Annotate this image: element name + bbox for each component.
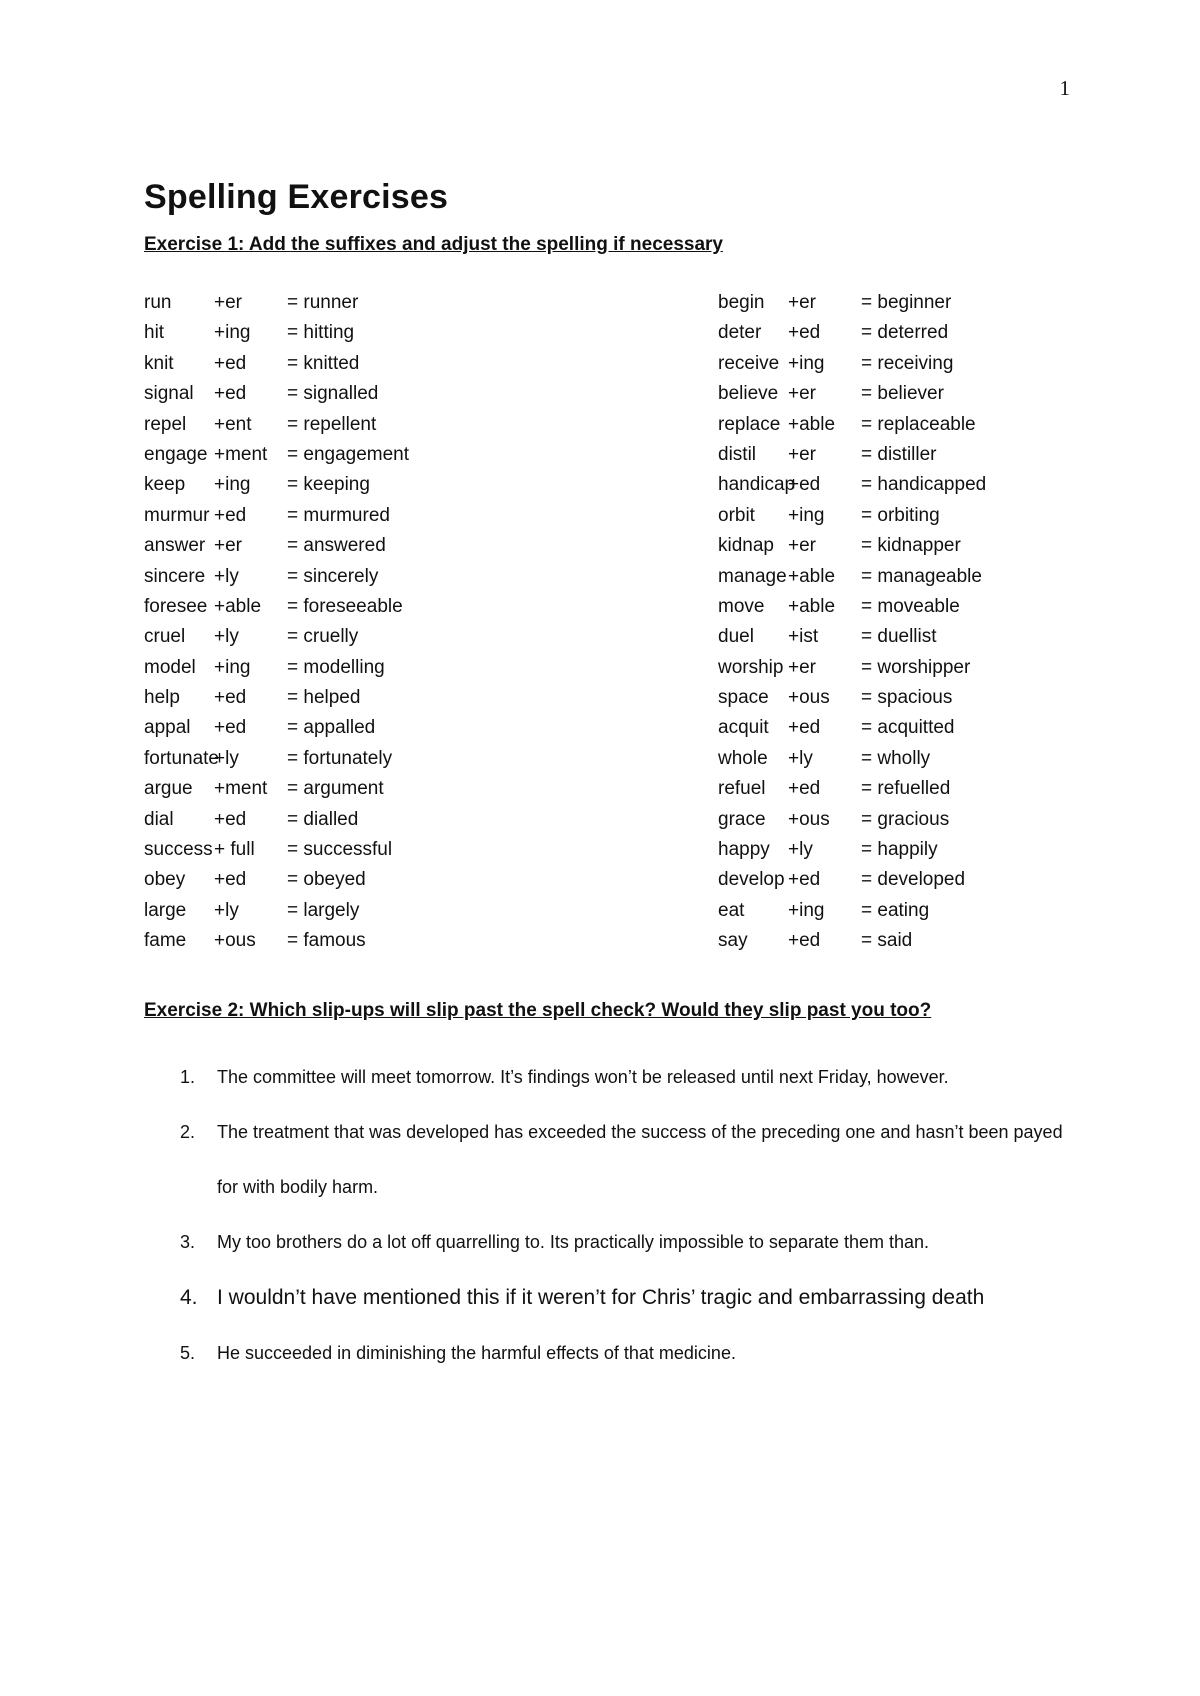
word-result: = happily xyxy=(861,839,938,861)
word-base: foresee xyxy=(144,595,208,617)
word-base: signal xyxy=(144,383,194,405)
exercise-1-right-column xyxy=(718,288,1200,957)
word-suffix: +able xyxy=(788,595,836,617)
word-base: fortunate xyxy=(144,747,219,769)
word-base: say xyxy=(718,930,748,952)
word-result: = refuelled xyxy=(861,778,951,800)
word-base: keep xyxy=(144,474,186,496)
word-suffix: +ous xyxy=(788,808,830,830)
word-suffix: +ly xyxy=(788,839,813,861)
word-row xyxy=(144,865,704,895)
word-suffix: +ed xyxy=(214,687,247,709)
word-result: = handicapped xyxy=(861,474,987,496)
word-suffix: +ment xyxy=(214,443,268,465)
word-result: = deterred xyxy=(861,322,949,344)
word-result: = orbiting xyxy=(861,504,940,526)
word-suffix: +ing xyxy=(214,322,251,344)
word-row xyxy=(718,683,1200,713)
word-row xyxy=(144,774,704,804)
word-result: = answered xyxy=(287,535,386,557)
word-row xyxy=(144,926,704,956)
word-row xyxy=(718,653,1200,683)
word-base: begin xyxy=(718,292,765,313)
word-suffix: +ing xyxy=(788,504,825,526)
word-suffix: +ous xyxy=(214,930,256,952)
word-suffix: +ed xyxy=(214,504,247,526)
word-suffix: +ly xyxy=(788,747,813,769)
word-base: eat xyxy=(718,899,745,921)
sentence-number: 3. xyxy=(180,1232,196,1252)
word-base: argue xyxy=(144,778,193,800)
word-base: grace xyxy=(718,808,766,830)
word-result: = eating xyxy=(861,899,930,921)
word-base: obey xyxy=(144,869,186,891)
word-suffix: +ed xyxy=(214,808,247,830)
word-suffix: +er xyxy=(788,656,816,678)
word-base: happy xyxy=(718,839,770,861)
word-suffix: +ed xyxy=(788,322,821,344)
word-result: = argument xyxy=(287,778,384,800)
sentence-number: 1. xyxy=(180,1067,196,1087)
word-row xyxy=(718,379,1200,409)
word-row xyxy=(144,622,704,652)
word-base: acquit xyxy=(718,717,769,739)
word-row xyxy=(718,622,1200,652)
word-result: = runner xyxy=(287,292,359,313)
word-suffix: +ed xyxy=(788,778,821,800)
word-result: = acquitted xyxy=(861,717,955,739)
word-base: distil xyxy=(718,443,757,465)
word-row xyxy=(718,318,1200,348)
sentence-text: The treatment that was developed has exceeded the success of the preceding one and hasn’t been payed for with bodily harm. xyxy=(217,1122,1063,1197)
word-row xyxy=(144,470,704,500)
page-number: 1 xyxy=(1059,76,1070,100)
word-row xyxy=(718,288,1200,318)
word-base: success xyxy=(144,839,213,861)
sentence-item xyxy=(144,1105,1064,1215)
exercise-1-left-column xyxy=(144,288,704,957)
word-suffix: +ly xyxy=(214,626,239,648)
word-result: = appalled xyxy=(287,717,376,739)
word-suffix: +ed xyxy=(788,474,821,496)
word-result: = fortunately xyxy=(287,747,393,769)
word-base: replace xyxy=(718,413,781,435)
word-result: = successful xyxy=(287,839,393,861)
word-row xyxy=(144,592,704,622)
word-row xyxy=(144,318,704,348)
word-base: fame xyxy=(144,930,187,952)
sentence-item xyxy=(144,1215,1064,1270)
word-row xyxy=(144,713,704,743)
word-result: = foreseeable xyxy=(287,595,403,617)
word-suffix: +er xyxy=(788,443,816,465)
word-row xyxy=(144,805,704,835)
word-result: = gracious xyxy=(861,808,950,830)
word-suffix: +ing xyxy=(788,352,825,374)
word-result: = developed xyxy=(861,869,966,891)
sentence-number: 2. xyxy=(180,1122,196,1142)
sentence-text: He succeeded in diminishing the harmful effects of that medicine. xyxy=(217,1343,736,1363)
word-row xyxy=(144,744,704,774)
word-suffix: +ly xyxy=(214,565,239,587)
word-row xyxy=(718,349,1200,379)
sentence-item xyxy=(144,1050,1064,1105)
document-title: Spelling Exercises xyxy=(144,178,449,216)
sentence-text: My too brothers do a lot off quarrelling to. Its practically impossible to separate them than. xyxy=(217,1232,930,1252)
word-result: = helped xyxy=(287,687,361,709)
word-base: model xyxy=(144,656,196,678)
word-row xyxy=(718,440,1200,470)
word-result: = kidnapper xyxy=(861,535,961,557)
word-base: help xyxy=(144,687,180,709)
word-suffix: +ed xyxy=(788,930,821,952)
word-suffix: +ed xyxy=(214,352,247,374)
word-base: handicap xyxy=(718,474,796,496)
word-row xyxy=(718,592,1200,622)
word-base: hit xyxy=(144,322,165,344)
word-row xyxy=(718,896,1200,926)
word-base: space xyxy=(718,687,769,709)
word-suffix: +ly xyxy=(214,899,239,921)
word-base: murmur xyxy=(144,504,210,526)
sentence-item xyxy=(144,1326,1064,1381)
word-suffix: +ing xyxy=(788,899,825,921)
word-row xyxy=(718,835,1200,865)
word-suffix: +ment xyxy=(214,778,268,800)
word-suffix: +able xyxy=(788,565,836,587)
word-row xyxy=(718,410,1200,440)
word-result: = dialled xyxy=(287,808,359,830)
word-result: = wholly xyxy=(861,747,931,769)
word-base: orbit xyxy=(718,504,755,526)
sentence-number: 5. xyxy=(180,1343,196,1363)
word-suffix: + full xyxy=(214,839,255,861)
exercise-2-heading: Exercise 2: Which slip-ups will slip past the spell check? Would they slip past you too? xyxy=(144,1000,932,1021)
word-base: answer xyxy=(144,535,206,557)
word-suffix: +er xyxy=(788,292,816,313)
word-base: worship xyxy=(718,656,784,678)
word-result: = beginner xyxy=(861,292,952,313)
word-result: = engagement xyxy=(287,443,410,465)
word-result: = distiller xyxy=(861,443,937,465)
word-base: receive xyxy=(718,352,780,374)
word-base: appal xyxy=(144,717,191,739)
word-suffix: +er xyxy=(788,535,816,557)
sentence-number: 4. xyxy=(180,1286,198,1309)
word-result: = hitting xyxy=(287,322,355,344)
word-base: large xyxy=(144,899,187,921)
word-result: = cruelly xyxy=(287,626,359,648)
word-row xyxy=(144,835,704,865)
word-row xyxy=(718,470,1200,500)
word-result: = receiving xyxy=(861,352,954,374)
word-result: = moveable xyxy=(861,595,960,617)
word-base: repel xyxy=(144,413,187,435)
word-result: = keeping xyxy=(287,474,370,496)
word-result: = murmured xyxy=(287,504,390,526)
word-row xyxy=(718,562,1200,592)
word-suffix: +ed xyxy=(788,717,821,739)
word-base: run xyxy=(144,292,172,313)
word-base: deter xyxy=(718,322,762,344)
word-result: = worshipper xyxy=(861,656,971,678)
word-result: = manageable xyxy=(861,565,982,587)
word-base: sincere xyxy=(144,565,206,587)
word-base: cruel xyxy=(144,626,186,648)
word-base: manage xyxy=(718,565,787,587)
word-suffix: +ed xyxy=(214,717,247,739)
word-base: refuel xyxy=(718,778,766,800)
word-row xyxy=(144,683,704,713)
word-suffix: +ing xyxy=(214,474,251,496)
word-row xyxy=(144,501,704,531)
word-suffix: +ent xyxy=(214,413,252,435)
word-result: = obeyed xyxy=(287,869,366,891)
word-row xyxy=(718,865,1200,895)
word-row xyxy=(718,744,1200,774)
exercise-2-sentence-list xyxy=(144,1050,1064,1381)
word-suffix: +ist xyxy=(788,626,819,648)
word-result: = signalled xyxy=(287,383,379,405)
word-suffix: +ed xyxy=(214,869,247,891)
word-row xyxy=(718,501,1200,531)
word-suffix: +ed xyxy=(214,383,247,405)
word-row xyxy=(144,531,704,561)
word-suffix: +ed xyxy=(788,869,821,891)
word-result: = believer xyxy=(861,383,944,405)
exercise-1-heading: Exercise 1: Add the suffixes and adjust the spelling if necessary xyxy=(144,234,723,255)
word-result: = famous xyxy=(287,930,366,952)
word-result: = modelling xyxy=(287,656,385,678)
word-result: = sincerely xyxy=(287,565,379,587)
word-base: engage xyxy=(144,443,208,465)
word-base: dial xyxy=(144,808,174,830)
word-result: = duellist xyxy=(861,626,937,648)
word-suffix: +ous xyxy=(788,687,830,709)
word-row xyxy=(144,653,704,683)
word-result: = repellent xyxy=(287,413,377,435)
word-result: = largely xyxy=(287,899,360,921)
word-suffix: +er xyxy=(788,383,816,405)
word-suffix: +ly xyxy=(214,747,239,769)
word-row xyxy=(718,926,1200,956)
word-suffix: +er xyxy=(214,535,242,557)
sentence-text: I wouldn’t have mentioned this if it weren’t for Chris’ tragic and embarrassing death xyxy=(217,1286,985,1309)
word-result: = knitted xyxy=(287,352,360,374)
sentence-item xyxy=(144,1270,1064,1326)
word-row xyxy=(718,713,1200,743)
word-base: knit xyxy=(144,352,174,374)
word-result: = said xyxy=(861,930,913,952)
word-row xyxy=(144,896,704,926)
sentence-text: The committee will meet tomorrow. It’s findings won’t be released until next Friday, however. xyxy=(217,1067,949,1087)
word-suffix: +able xyxy=(214,595,262,617)
word-row xyxy=(144,349,704,379)
word-row xyxy=(144,288,704,318)
word-row xyxy=(144,440,704,470)
word-base: move xyxy=(718,595,765,617)
word-suffix: +ing xyxy=(214,656,251,678)
word-base: whole xyxy=(718,747,768,769)
word-row xyxy=(718,805,1200,835)
word-suffix: +able xyxy=(788,413,836,435)
word-result: = replaceable xyxy=(861,413,976,435)
word-base: believe xyxy=(718,383,779,405)
word-row xyxy=(718,531,1200,561)
word-result: = spacious xyxy=(861,687,953,709)
word-row xyxy=(144,410,704,440)
word-suffix: +er xyxy=(214,292,242,313)
word-base: develop xyxy=(718,869,785,891)
word-row xyxy=(144,379,704,409)
word-base: kidnap xyxy=(718,535,774,557)
word-base: duel xyxy=(718,626,754,648)
word-row xyxy=(718,774,1200,804)
word-row xyxy=(144,562,704,592)
